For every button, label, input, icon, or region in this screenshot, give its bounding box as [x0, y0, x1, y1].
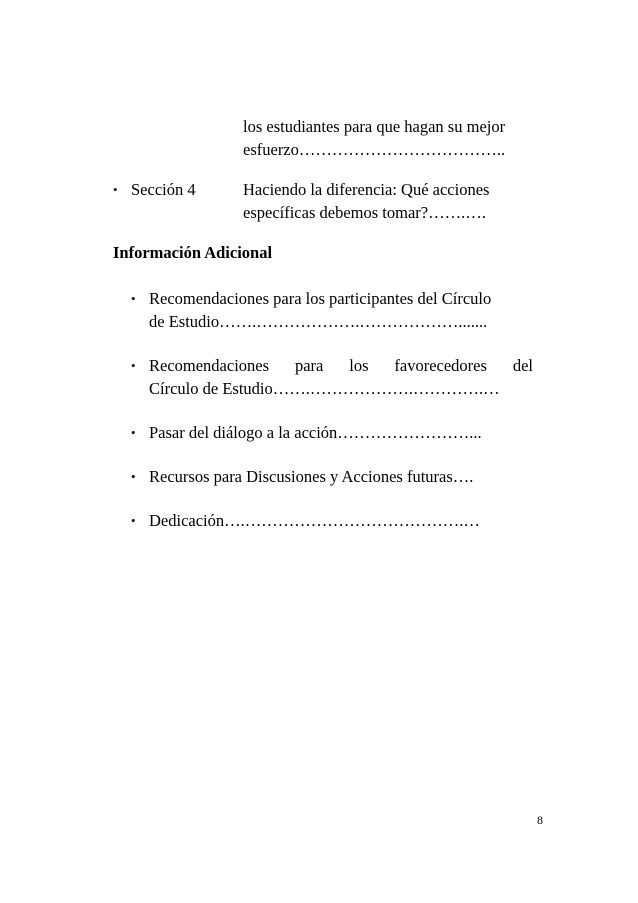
toc-item-line2: Círculo de Estudio…….……………….………….… [149, 379, 500, 398]
bullet-icon: • [131, 469, 136, 484]
section4-text-line2: específicas debemos tomar?…….…. [243, 203, 486, 222]
toc-item-word: Recomendaciones [149, 356, 270, 375]
additional-info-heading: Información Adicional [113, 243, 273, 262]
bullet-icon: • [131, 425, 136, 440]
section3-text-line1: los estudiantes para que hagan su mejor [243, 117, 506, 136]
toc-item-word: del [512, 356, 533, 375]
bullet-icon: • [131, 513, 136, 528]
toc-item-word: favorecedores [394, 356, 487, 375]
page-number: 8 [537, 813, 543, 827]
toc-item-word: para [294, 356, 324, 375]
toc-item-line1: Recomendaciones para los participantes del Círculo [149, 289, 492, 308]
toc-item-line1: Recursos para Discusiones y Acciones futuras…. [149, 467, 474, 486]
toc-item-line2: de Estudio…….……………….………………....... [149, 312, 488, 331]
toc-item-word: los [349, 356, 369, 375]
toc-item-line1: Pasar del diálogo a la acción……………………... [149, 423, 482, 442]
section4-text-line1: Haciendo la diferencia: Qué acciones [243, 180, 490, 199]
section4-label: Sección 4 [131, 180, 196, 199]
bullet-icon: • [131, 291, 136, 306]
bullet-icon: • [131, 358, 136, 373]
toc-item-line1 [149, 356, 533, 376]
bullet-icon: • [113, 182, 118, 197]
toc-item-line1: Dedicación….………………………………….… [149, 511, 480, 530]
section3-text-line2: esfuerzo……………………………….. [243, 140, 506, 159]
